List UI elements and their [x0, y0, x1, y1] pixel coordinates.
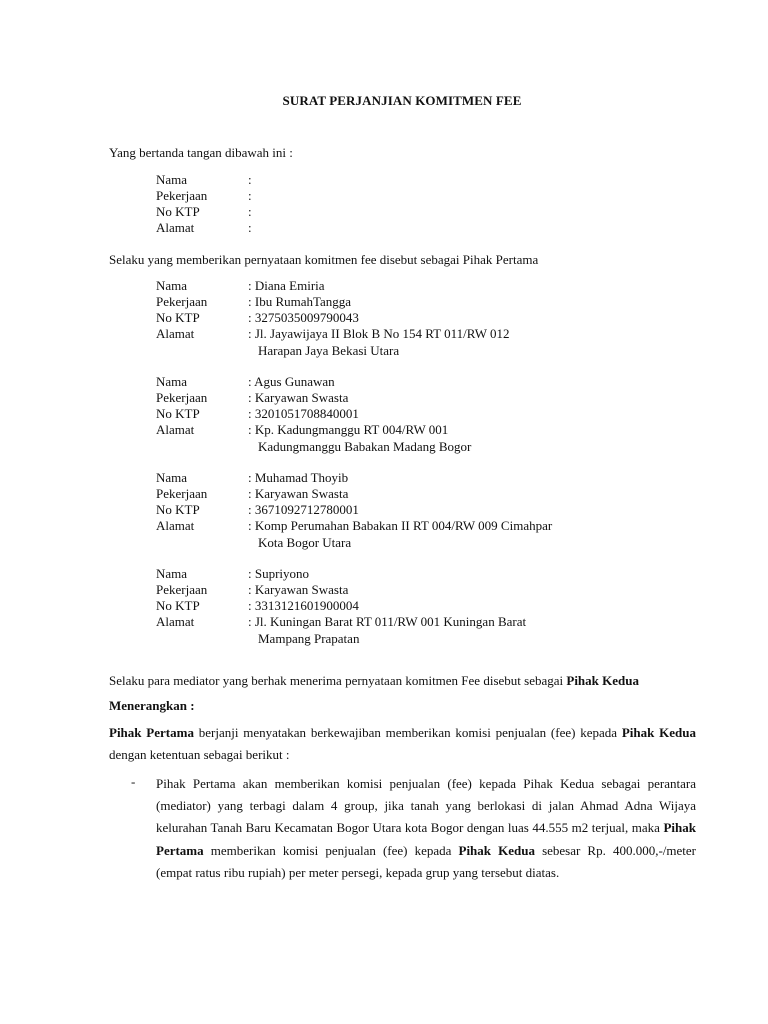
label-pekerjaan: Pekerjaan [156, 294, 208, 309]
value-no-ktp: : [248, 204, 252, 219]
mediator-alamat-line2: Kota Bogor Utara [258, 535, 352, 550]
paragraph-text-1: berjanji menyatakan berkewajiban memberikan komisi penjualan (fee) kepada [193, 725, 622, 740]
mediator-pekerjaan: : Karyawan Swasta [248, 582, 349, 597]
label-pekerjaan: Pekerjaan [156, 188, 208, 203]
label-nama: Nama [156, 566, 188, 581]
statement-text: Selaku para mediator yang berhak menerima pernyataan komitmen Fee disebut sebagai [109, 673, 567, 688]
bullet-text-1: Pihak Pertama akan memberikan komisi penjualan (fee) kepada Pihak Kedua sebagai perantara (mediator) yang terbagi dalam 4 group, jika tanah yang berlokasi di jalan Ahmad Adna Wijaya kelurahan Tanah Baru Kecamatan Bogor Utara kota Bogor dengan luas 44.555 m2 terjual, maka [156, 776, 696, 836]
label-nama: Nama [156, 278, 188, 293]
pihak-kedua-statement [109, 673, 639, 689]
label-alamat: Alamat [156, 614, 195, 629]
statement-bold: Pihak Kedua [566, 673, 639, 688]
paragraph-bold-2: Pihak Kedua [621, 725, 696, 740]
bullet-text-2: memberikan komisi penjualan (fee) kepada [203, 842, 459, 858]
label-alamat: Alamat [156, 422, 195, 437]
mediator-pekerjaan: : Karyawan Swasta [248, 486, 349, 501]
document-title: SURAT PERJANJIAN KOMITMEN FEE [282, 93, 522, 108]
mediator-pekerjaan: : Karyawan Swasta [248, 390, 349, 405]
value-pekerjaan: : [248, 188, 252, 203]
value-nama: : [248, 172, 252, 187]
label-alamat: Alamat [156, 326, 195, 341]
label-no-ktp: No KTP [156, 204, 200, 219]
mediator-nama: : Agus Gunawan [248, 374, 335, 389]
mediator-alamat-line1: : Komp Perumahan Babakan II RT 004/RW 009 Cimahpar [248, 518, 553, 533]
paragraph-bold-1: Pihak Pertama [109, 725, 194, 740]
mediator-no-ktp: : 3313121601900004 [248, 598, 359, 613]
mediator-nama: : Muhamad Thoyib [248, 470, 349, 485]
mediator-alamat-line2: Kadungmanggu Babakan Madang Bogor [258, 439, 472, 454]
menerangkan-heading: Menerangkan : [109, 698, 195, 713]
mediator-alamat-line1: : Kp. Kadungmanggu RT 004/RW 001 [248, 422, 449, 437]
label-no-ktp: No KTP [156, 502, 200, 517]
label-nama: Nama [156, 374, 188, 389]
paragraph-text-2: dengan ketentuan sebagai berikut : [109, 747, 290, 762]
mediator-no-ktp: : 3275035009790043 [248, 310, 359, 325]
bullet-bold-1: Pihak Pertama [156, 820, 696, 858]
label-alamat: Alamat [156, 518, 195, 533]
bullet-bold-2: Pihak Kedua [458, 842, 535, 858]
value-alamat: : [248, 220, 252, 235]
label-pekerjaan: Pekerjaan [156, 390, 208, 405]
mediator-nama: : Supriyono [248, 566, 310, 581]
mediator-alamat-line1: : Jl. Jayawijaya II Blok B No 154 RT 011/RW 012 [248, 326, 510, 341]
mediator-pekerjaan: : Ibu RumahTangga [248, 294, 352, 309]
pihak-pertama-statement: Selaku yang memberikan pernyataan komitmen fee disebut sebagai Pihak Pertama [109, 252, 539, 267]
label-no-ktp: No KTP [156, 406, 200, 421]
label-pekerjaan: Pekerjaan [156, 582, 208, 597]
bullet-dash: - [131, 774, 136, 789]
bullet-text-3: sebesar Rp. 400.000,-/meter (empat ratus ribu rupiah) per meter persegi, kepada grup yang tersebut diatas. [156, 842, 696, 880]
label-alamat: Alamat [156, 220, 195, 235]
label-nama: Nama [156, 470, 188, 485]
main-paragraph [109, 722, 696, 766]
label-pekerjaan: Pekerjaan [156, 486, 208, 501]
mediator-alamat-line2: Harapan Jaya Bekasi Utara [258, 343, 400, 358]
mediator-alamat-line1: : Jl. Kuningan Barat RT 011/RW 001 Kuningan Barat [248, 614, 527, 629]
bullet-item [156, 773, 696, 884]
label-nama: Nama [156, 172, 188, 187]
mediator-nama: : Diana Emiria [248, 278, 325, 293]
mediator-alamat-line2: Mampang Prapatan [258, 631, 360, 646]
mediator-no-ktp: : 3671092712780001 [248, 502, 359, 517]
label-no-ktp: No KTP [156, 310, 200, 325]
mediator-no-ktp: : 3201051708840001 [248, 406, 359, 421]
intro-text: Yang bertanda tangan dibawah ini : [109, 145, 293, 160]
label-no-ktp: No KTP [156, 598, 200, 613]
